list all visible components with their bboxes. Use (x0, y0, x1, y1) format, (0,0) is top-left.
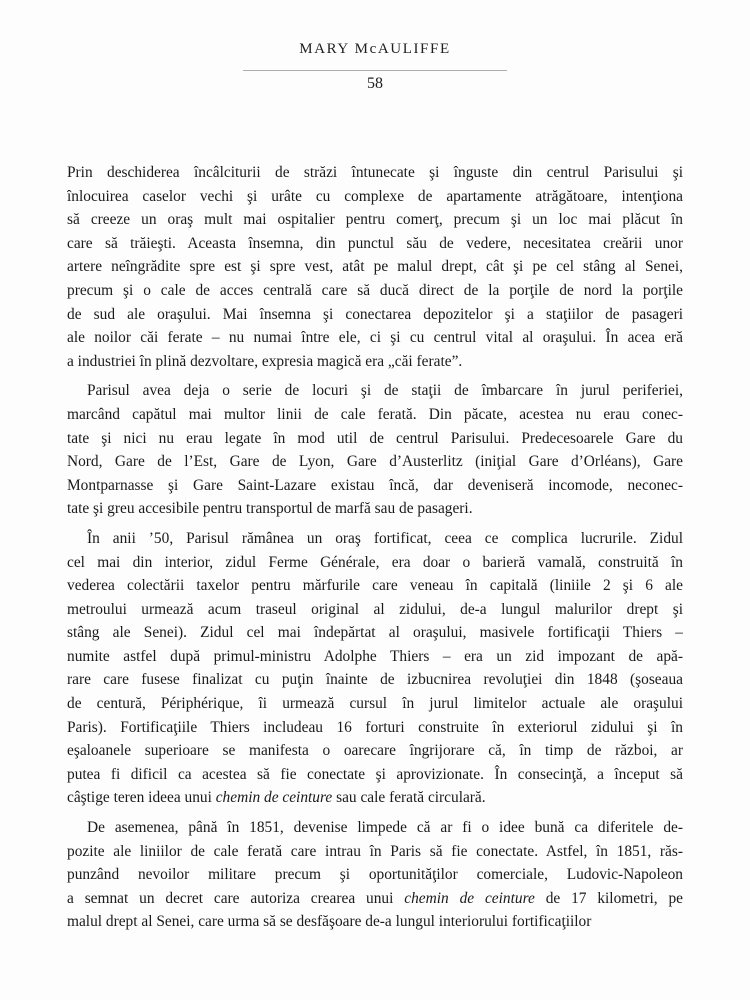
paragraph (67, 379, 683, 521)
text-line: rare care fusese finalizat cu puţin înainte de izbucnirea revoluţiei din 1848 (şoseaua (67, 671, 683, 689)
text-line: metroului urmează acum traseul original al zidului, de-a lungul malurilor drept şi (67, 600, 683, 618)
text-line: a semnat un decret care autoriza crearea unui chemin de ceinture de 17 kilometri, pe (67, 889, 683, 907)
text-line: pozite ale liniilor de cale ferată care intrau în Paris să fie conectate. Astfel, în 1851, răs- (67, 842, 683, 860)
text-line: punzând nevoilor militare precum şi oportunităţilor comerciale, Ludovic-Napoleon (67, 866, 683, 884)
paragraph (67, 161, 683, 373)
text-line: stâng ale Senei). Zidul cel mai îndepărtat al oraşului, masivele fortificaţii Thiers – (67, 624, 683, 642)
text-line: de centură, Périphérique, îi urmează cursul în jurul limitelor actuale ale oraşului (67, 695, 683, 713)
text-line: Montparnasse şi Gare Saint-Lazare existau încă, dar deveniseră incomode, neconec- (67, 476, 683, 494)
paragraph (67, 527, 683, 810)
text-line: De asemenea, până în 1851, devenise limpede că ar fi o idee bună ca diferitele de- (87, 819, 683, 837)
text-line: În anii ’50, Parisul rămânea un oraş fortificat, ceea ce complica lucrurile. Zidul (87, 529, 683, 547)
text-line: care să trăieşti. Aceasta însemna, din punctul său de vedere, necesitatea creării unor (67, 234, 683, 252)
text-line: vederea colectării taxelor pentru mărfurile care veneau în capitală (liniile 2 şi 6 ale (67, 577, 683, 595)
running-header-author: MARY McAULIFFE (299, 41, 451, 57)
paragraph (67, 816, 683, 934)
text-line: precum şi o cale de acces centrală care să ducă direct de la porţile de nord la porţile (67, 281, 683, 299)
page-number: 58 (367, 75, 383, 92)
text-line: eşaloanele superioare se manifesta o oarecare îngrijorare că, în timp de război, ar (67, 742, 683, 760)
text-line: a industriei în plină dezvoltare, expresia magică era „căi ferate”. (67, 352, 463, 370)
text-line: artere neîngrădite spre est şi spre vest, atât pe malul drept, cât şi pe cel stâng al Senei, (67, 258, 683, 276)
text-line: tate şi nici nu erau legate în mod util de centrul Parisului. Predecesoarele Gare du (67, 429, 683, 447)
text-line: înlocuirea caselor vechi şi urâte cu complexe de apartamente atrăgătoare, intenţiona (67, 187, 683, 205)
text-line: Parisul avea deja o serie de locuri şi de staţii de îmbarcare în jurul periferiei, (87, 382, 683, 400)
text-line: cel mai din interior, zidul Ferme Générale, era doar o barieră vamală, construită în (67, 553, 683, 571)
text-line: Paris). Fortificaţiile Thiers includeau 16 forturi construite în exteriorul zidului şi în (67, 718, 683, 736)
header-rule-divider (243, 70, 507, 71)
text-line: să creeze un oraş mult mai ospitalier pentru comerţ, precum şi un loc mai plăcut în (67, 211, 683, 229)
text-line: de sud ale oraşului. Mai însemna şi conectarea depozitelor şi a staţiilor de pasageri (67, 305, 683, 323)
text-line: ale noilor căi ferate – nu numai între ele, ci şi cu centrul vital al oraşului. În acea eră (67, 329, 683, 347)
text-line: tate şi greu accesibile pentru transportul de marfă sau de pasageri. (67, 500, 473, 518)
text-line: malul drept al Senei, care urma să se desfăşoare de-a lungul interiorului fortificaţiilor (67, 913, 592, 931)
text-line: Prin deschiderea încâlciturii de străzi întunecate şi înguste din centrul Parisului şi (67, 164, 683, 181)
text-line: putea fi dificil ca acestea să fie conectate şi aprovizionate. În consecinţă, a început să (67, 765, 683, 783)
text-line: câştige teren ideea unui chemin de ceinture sau cale ferată circulară. (67, 789, 486, 807)
text-line: numite astfel după primul-ministru Adolphe Thiers – era un zid impozant de apă- (67, 647, 683, 665)
text-line: marcând capătul mai multor linii de cale ferată. Din păcate, acestea nu erau conec- (67, 405, 683, 423)
text-line: Nord, Gare de l’Est, Gare de Lyon, Gare d’Austerlitz (iniţial Gare d’Orléans), Gare (67, 453, 683, 471)
body-text-block (67, 161, 683, 940)
